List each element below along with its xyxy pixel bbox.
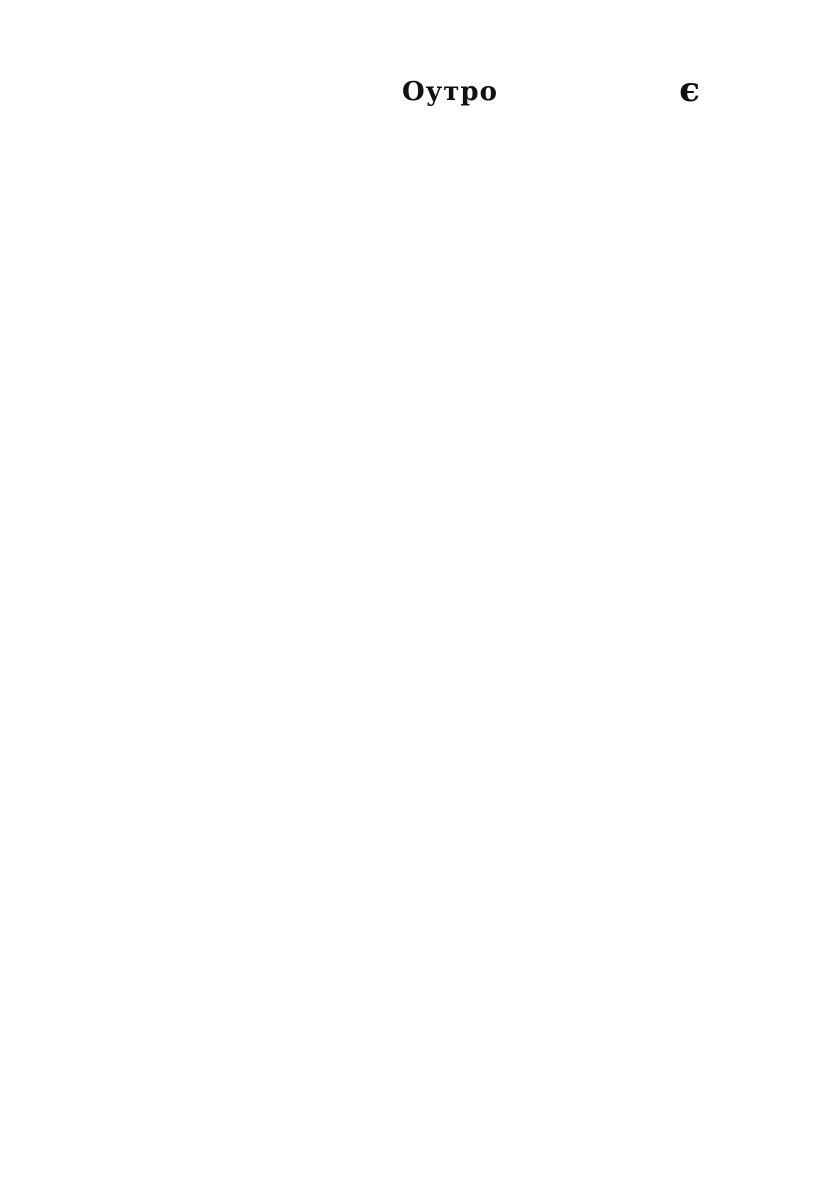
text-line — [180, 1045, 700, 1079]
text-line — [180, 563, 700, 597]
running-header — [180, 72, 700, 112]
text-line — [180, 254, 700, 288]
text-line — [180, 150, 700, 184]
text-line — [180, 632, 700, 666]
text-line — [180, 219, 700, 253]
text-line — [180, 976, 700, 1010]
text-line — [180, 494, 700, 528]
text-line — [180, 529, 700, 563]
text-line — [180, 185, 700, 219]
text-line — [180, 701, 700, 735]
text-line — [180, 357, 700, 391]
text-line — [180, 1010, 700, 1044]
text-line — [180, 941, 700, 975]
text-line — [180, 391, 700, 425]
folio-number: є — [679, 70, 700, 110]
text-line — [180, 460, 700, 494]
text-line — [180, 666, 700, 700]
text-line — [180, 288, 700, 322]
text-line — [180, 735, 700, 769]
running-head-title: Оутро — [402, 77, 498, 107]
text-line — [180, 769, 700, 803]
text-line — [180, 597, 700, 631]
text-line — [180, 838, 700, 872]
text-line — [180, 873, 700, 907]
text-line — [180, 907, 700, 941]
text-line — [180, 804, 700, 838]
body-text — [180, 116, 700, 1079]
text-line — [180, 116, 700, 150]
text-line — [180, 426, 700, 460]
text-line — [180, 322, 700, 356]
